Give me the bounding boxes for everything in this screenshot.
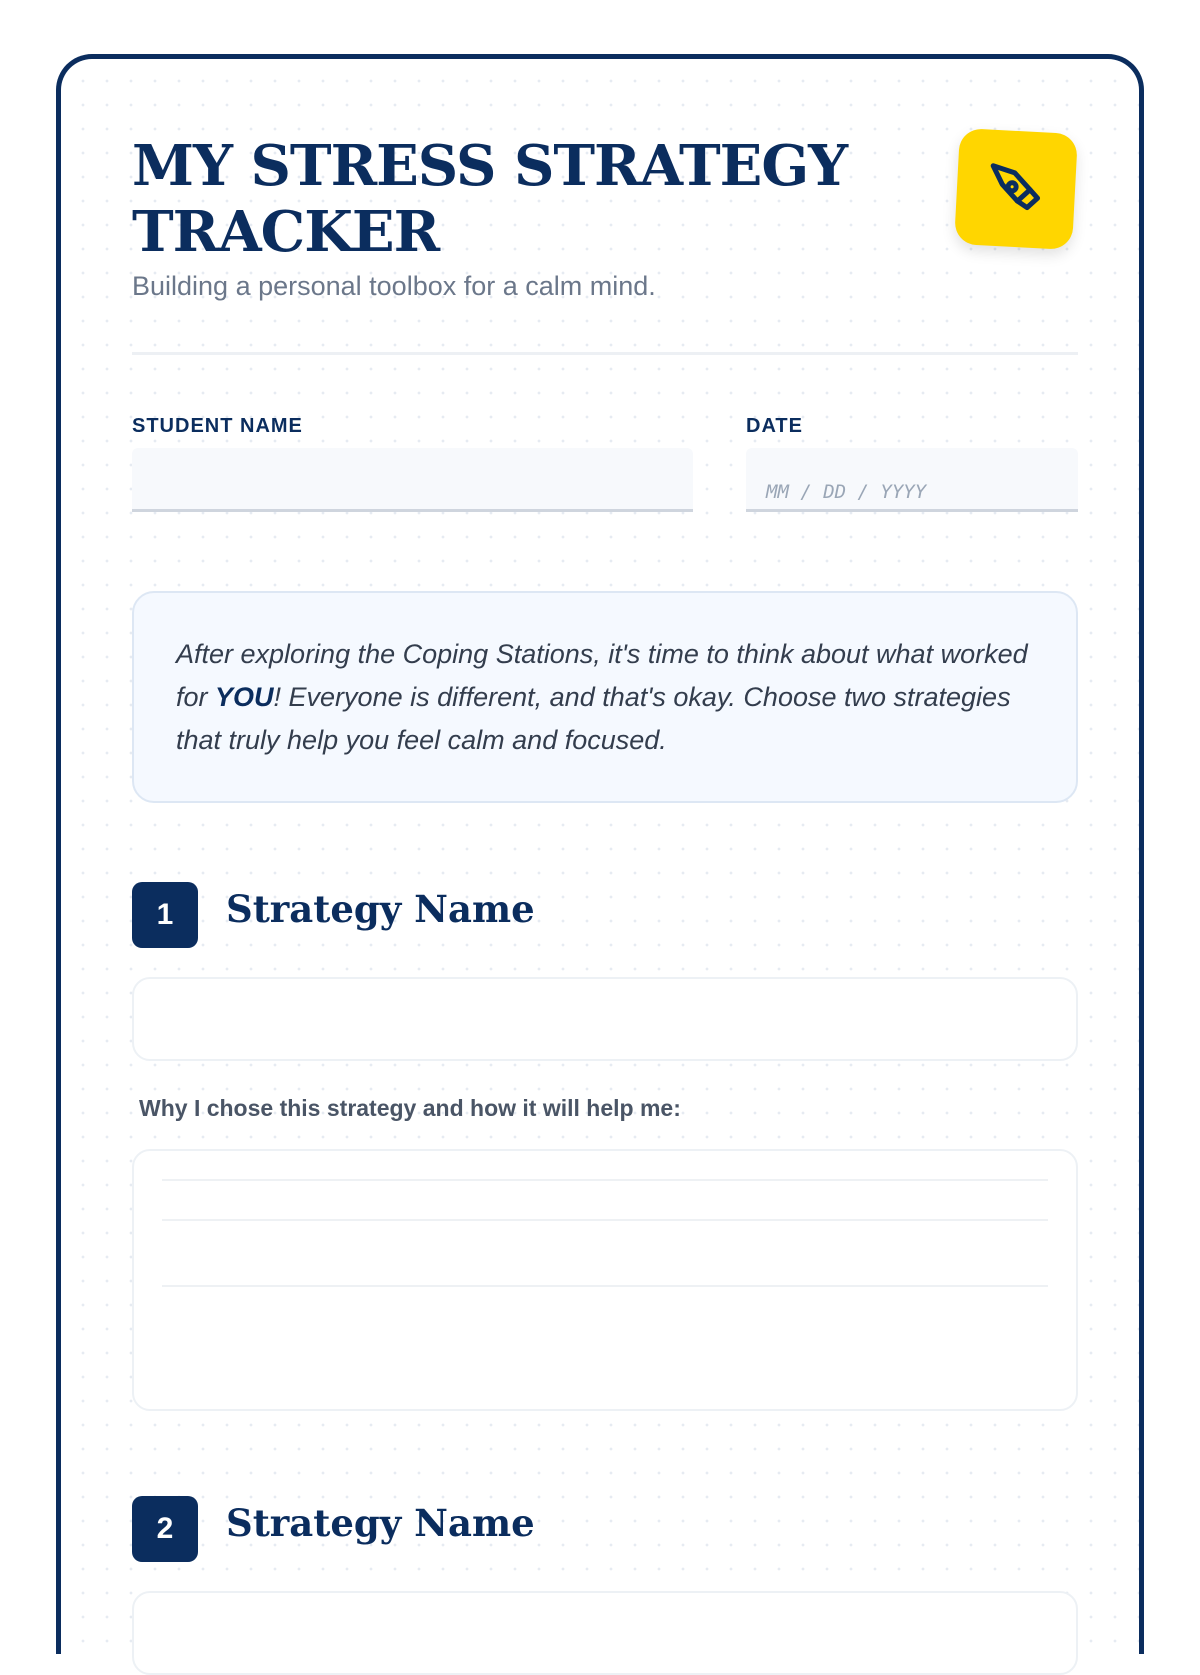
emphasis-you: YOU [215, 682, 274, 712]
strategy-1-number-badge: 1 [132, 882, 198, 948]
writing-line [162, 1179, 1048, 1181]
date-label: DATE [746, 415, 803, 437]
pen-nib-icon [982, 155, 1049, 222]
instructions-text: After exploring the Coping Stations, it's time to think about what worked for YOU! Everyone is different, and that's okay. Choose two strategies that truly help you feel calm and focused. [176, 639, 1028, 755]
writing-line [162, 1285, 1048, 1287]
page-title: MY STRESS STRATEGY TRACKER [132, 133, 848, 265]
header-divider [132, 352, 1078, 355]
strategy-1-title: Strategy Name [226, 887, 535, 931]
instructions-box [132, 591, 1078, 803]
writing-line [162, 1219, 1048, 1221]
badge-tile [954, 128, 1078, 250]
strategy-1-reason-textarea[interactable] [132, 1149, 1078, 1411]
strategy-2-number-badge: 2 [132, 1496, 198, 1562]
tracker-card [56, 54, 1144, 1654]
student-name-field[interactable] [132, 448, 693, 512]
strategy-2-name-input[interactable] [132, 1591, 1078, 1675]
strategy-2-title: Strategy Name [226, 1501, 535, 1545]
date-placeholder: MM / DD / YYYY [766, 481, 927, 503]
strategy-1-why-label: Why I chose this strategy and how it will help me: [139, 1095, 681, 1121]
page-subtitle: Building a personal toolbox for a calm mind. [132, 271, 656, 301]
date-field[interactable] [746, 448, 1078, 512]
student-name-label: STUDENT NAME [132, 415, 303, 437]
strategy-1-name-input[interactable] [132, 977, 1078, 1061]
